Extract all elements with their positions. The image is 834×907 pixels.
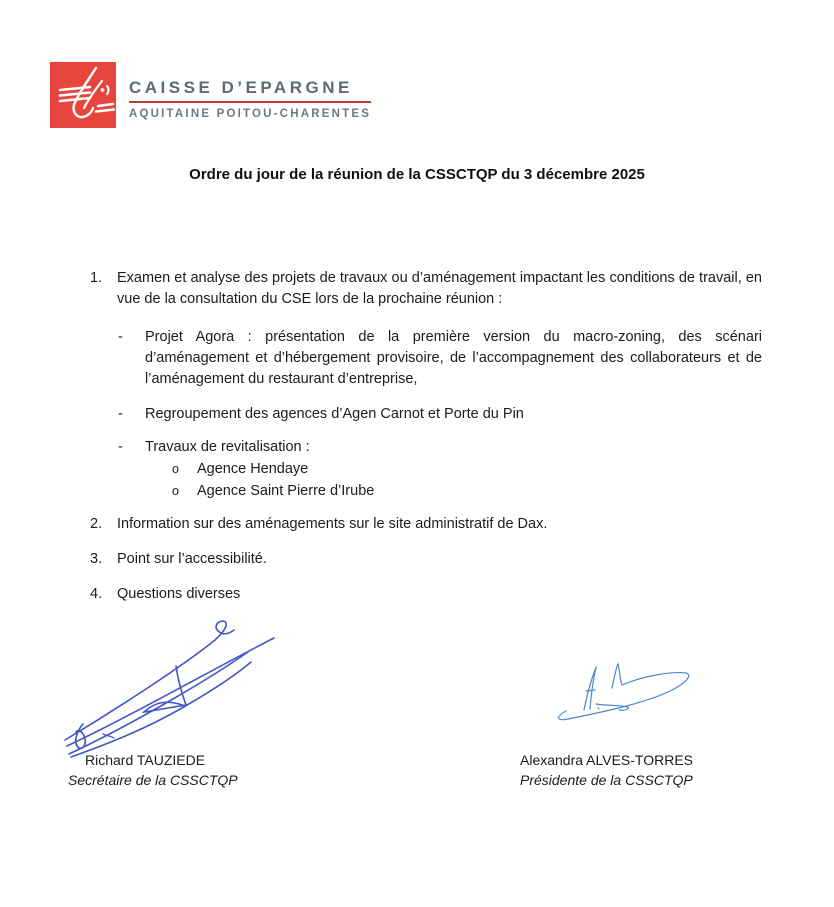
signature-left-handwriting (55, 610, 310, 763)
agenda-subitem-travaux (118, 437, 762, 502)
circle-marker: o (172, 462, 179, 476)
subitem-label: Travaux de revitalisation : (145, 439, 310, 455)
item-text: Information sur des aménagements sur le site administratif de Dax. (117, 516, 548, 532)
brand-text (129, 62, 371, 120)
brand-region: AQUITAINE POITOU-CHARENTES (129, 108, 372, 120)
item-text: Point sur l’accessibilité. (117, 551, 267, 567)
letterhead (50, 62, 371, 128)
subsubitem-text: Agence Hendaye (197, 461, 309, 477)
item-number: 2. (90, 516, 103, 532)
dash-marker: - (118, 439, 123, 455)
signatory-role: Secrétaire de la CSSCTQP (68, 772, 238, 788)
subitem-text: Regroupement des agences d’Agen Carnot et Porte du Pin (145, 406, 524, 422)
subsubitem-text: Agence Saint Pierre d’Irube (197, 483, 375, 499)
agenda-item-1 (90, 268, 762, 310)
brand-name: CAISSE D’EPARGNE (129, 78, 371, 103)
agenda-list (90, 268, 762, 605)
agenda-item-4 (90, 584, 762, 605)
signatory-right (520, 750, 693, 790)
item-text: Questions diverses (117, 586, 241, 602)
subitem-text: Projet Agora : présentation de la première version du macro-zoning, des scénari d’aménagement et d’hébergement provisoire, de l’accompagnement des collaborateurs et de l’aménagement du restaurant d’entreprise, (145, 329, 762, 387)
signature-right-handwriting (540, 650, 700, 745)
signatory-role: Présidente de la CSSCTQP (520, 772, 693, 788)
agenda-item-2 (90, 514, 762, 535)
item-number: 3. (90, 551, 103, 567)
dash-marker: - (118, 406, 123, 422)
circle-marker: o (172, 484, 179, 498)
item-text: Examen et analyse des projets de travaux ou d’aménagement impactant les conditions de travail, en vue de la consultation du CSE lors de la prochaine réunion : (117, 270, 762, 307)
item-number: 1. (90, 270, 103, 286)
caisse-epargne-squirrel-logo-icon (50, 62, 116, 128)
agenda-item-3 (90, 549, 762, 570)
agenda-subitem-agora (118, 327, 762, 390)
dash-marker: - (118, 329, 123, 345)
agenda-subsubitem-irube (172, 480, 762, 502)
signatory-name: Alexandra ALVES-TORRES (520, 752, 694, 768)
subitem-text (145, 437, 762, 502)
signatory-left (68, 750, 238, 790)
agenda-subitem-regroupement (118, 404, 762, 425)
agenda-subsubitem-hendaye (172, 458, 762, 480)
signatory-name: Richard TAUZIEDE (85, 752, 206, 768)
item-number: 4. (90, 586, 103, 602)
document-title: Ordre du jour de la réunion de la CSSCTQP du 3 décembre 2025 (189, 166, 645, 183)
